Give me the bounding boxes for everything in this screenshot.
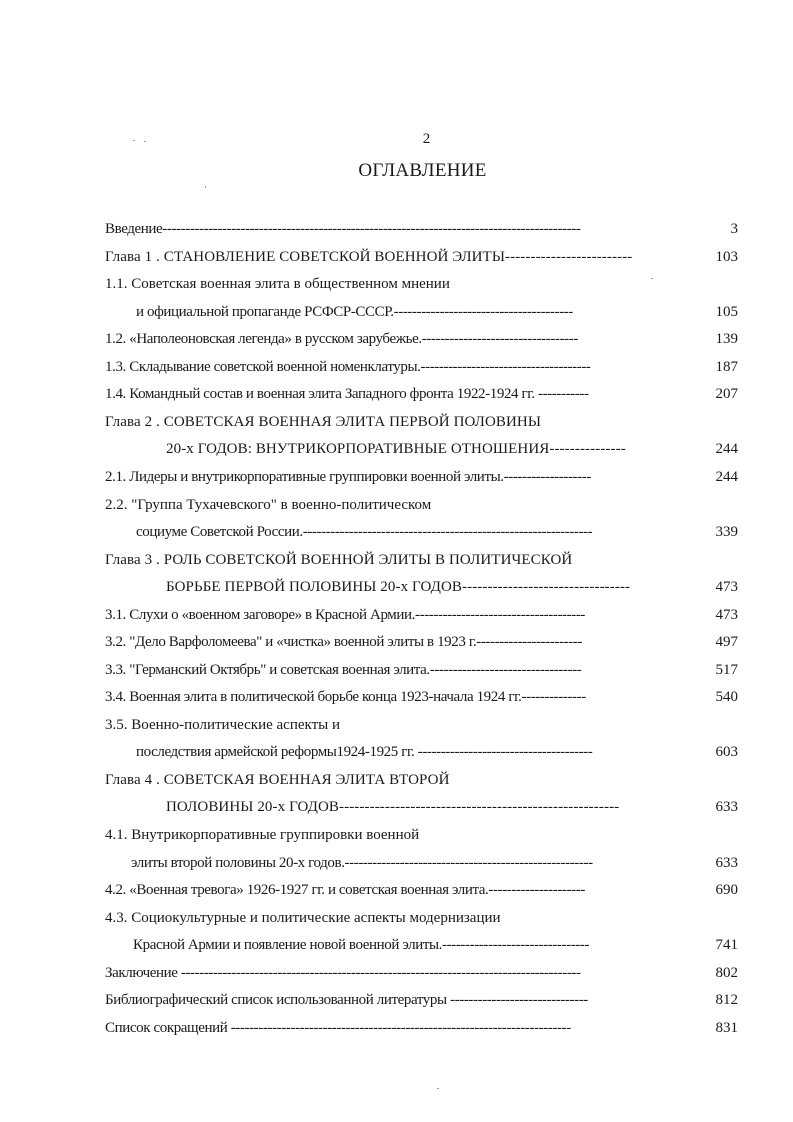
toc-entry: [0, 354, 793, 381]
toc-entry: [0, 657, 793, 684]
toc-entry-page: 633: [715, 855, 738, 871]
scan-speck: [437, 1088, 439, 1089]
toc-entry: [0, 794, 793, 821]
toc-entry-page: 802: [715, 965, 738, 981]
toc-entry-text: 3.4. Военная элита в политической борьбе конца 1923-начала 1924 гг.--------------: [105, 689, 586, 705]
toc-entry-text: 3.2. "Дело Варфоломеева" и «чистка» военной элиты в 1923 г.-----------------------: [105, 634, 582, 650]
toc-entry: [0, 574, 793, 601]
toc-entry: [0, 987, 793, 1014]
toc-entry-page: 633: [715, 799, 738, 815]
toc-entry: [0, 464, 793, 491]
toc-entry-page: 139: [715, 331, 738, 347]
toc-entry: [0, 271, 793, 298]
toc-entry: [0, 767, 793, 794]
scan-speck: [144, 141, 146, 142]
toc-entry-text: 3.5. Военно-политические аспекты и: [105, 717, 341, 733]
toc-entry-page: 497: [715, 634, 738, 650]
toc-entry: [0, 436, 793, 463]
toc-entry-text: Библиографический список использованной литературы ------------------------------: [105, 992, 588, 1008]
toc-entry: [0, 326, 793, 353]
toc-entry-text: 1.1. Советская военная элита в общественном мнении: [105, 276, 450, 292]
toc-entry-text: БОРЬБЕ ПЕРВОЙ ПОЛОВИНЫ 20-х ГОДОВ---------------------------------: [166, 579, 631, 595]
toc-entry: [0, 381, 793, 408]
toc-entry: [0, 547, 793, 574]
toc-entry-page: 207: [715, 386, 738, 402]
toc-entry-page: 339: [715, 524, 738, 540]
toc-entry-text: последствия армейской реформы1924-1925 гг. --------------------------------------: [136, 744, 593, 760]
toc-entry-text: Заключение ---------------------------------------------------------------------------------------: [105, 965, 581, 981]
page-number: 2: [422, 131, 431, 147]
toc-entry-text: 4.3. Социокультурные и политические аспекты модернизации: [105, 910, 501, 926]
toc-entry-text: Введение-------------------------------------------------------------------------------------------: [105, 221, 581, 237]
toc-entry-page: 812: [715, 992, 738, 1008]
scan-speck: [651, 278, 653, 279]
toc-entry: [0, 492, 793, 519]
toc-entry: [0, 244, 793, 271]
toc-entry-page: 831: [715, 1020, 738, 1036]
toc-entry: [0, 822, 793, 849]
toc-entry-page: 105: [715, 304, 738, 320]
toc-entry-text: и официальной пропаганде РСФСР-СССР.---------------------------------------: [136, 304, 573, 320]
scan-speck: [133, 140, 135, 141]
toc-entry-page: 741: [715, 937, 738, 953]
toc-entry: [0, 712, 793, 739]
toc-entry-page: 473: [715, 579, 738, 595]
toc-entry: [0, 409, 793, 436]
toc-entry-text: 3.1. Слухи о «военном заговоре» в Красной Армии.-------------------------------------: [105, 607, 586, 623]
toc-entry: [0, 932, 793, 959]
toc-entry-text: 4.1. Внутрикорпоративные группировки военной: [105, 827, 420, 843]
toc-entry-page: 690: [715, 882, 738, 898]
toc-entry-page: 187: [715, 359, 738, 375]
toc-entry-text: Красной Армии и появление новой военной элиты.--------------------------------: [133, 937, 590, 953]
page-title: ОГЛАВЛЕНИЕ: [358, 160, 487, 181]
toc-entry-text: Глава 3 . РОЛЬ СОВЕТСКОЙ ВОЕННОЙ ЭЛИТЫ В ПОЛИТИЧЕСКОЙ: [105, 552, 573, 568]
toc-entry: [0, 602, 793, 629]
toc-entry-page: 540: [715, 689, 738, 705]
toc-entry-page: 103: [715, 249, 738, 265]
toc-entry-text: Глава 4 . СОВЕТСКАЯ ВОЕННАЯ ЭЛИТА ВТОРОЙ: [105, 772, 450, 788]
toc-entry-text: 4.2. «Военная тревога» 1926-1927 гг. и советская военная элита.---------------------: [105, 882, 585, 898]
toc-entry-page: 244: [715, 441, 738, 457]
toc-entry-text: 1.2. «Наполеоновская легенда» в русском зарубежье.----------------------------------: [105, 331, 578, 347]
toc-entry-page: 473: [715, 607, 738, 623]
toc-entry: [0, 684, 793, 711]
toc-entry-text: Глава 1 . СТАНОВЛЕНИЕ СОВЕТСКОЙ ВОЕННОЙ ЭЛИТЫ-------------------------: [105, 249, 633, 265]
toc-entry-text: 1.4. Командный состав и военная элита Западного фронта 1922-1924 гг. -----------: [105, 386, 589, 402]
toc-entry-text: ПОЛОВИНЫ 20-х ГОДОВ-------------------------------------------------------: [166, 799, 620, 815]
toc-entry-page: 517: [715, 662, 738, 678]
toc-entry-page: 603: [715, 744, 738, 760]
toc-entry: [0, 739, 793, 766]
toc-entry-text: 2.1. Лидеры и внутрикорпоративные группировки военной элиты.-------------------: [105, 469, 591, 485]
toc-entry-text: 3.3. "Германский Октябрь" и советская военная элита.---------------------------------: [105, 662, 582, 678]
toc-entry-text: 1.3. Складывание советской военной номенклатуры.-------------------------------------: [105, 359, 591, 375]
toc-entry: [0, 1015, 793, 1042]
toc-entry: [0, 877, 793, 904]
toc-entry: [0, 960, 793, 987]
toc-entry: [0, 850, 793, 877]
scan-speck: [205, 186, 206, 188]
toc-entry: [0, 216, 793, 243]
toc-entry-text: 20-х ГОДОВ: ВНУТРИКОРПОРАТИВНЫЕ ОТНОШЕНИЯ---------------: [166, 441, 626, 457]
toc-entry-page: 244: [715, 469, 738, 485]
toc-entry-text: элиты второй половины 20-х годов.------------------------------------------------------: [131, 855, 593, 871]
toc-entry: [0, 299, 793, 326]
toc-entry: [0, 629, 793, 656]
toc-entry-text: 2.2. "Группа Тухачевского" в военно-политическом: [105, 497, 432, 513]
toc-entry: [0, 519, 793, 546]
toc-entry: [0, 905, 793, 932]
toc-entry-text: социуме Советской России.---------------------------------------------------------------: [136, 524, 593, 540]
toc-entry-text: Список сокращений --------------------------------------------------------------------------: [105, 1020, 571, 1036]
toc-entry-text: Глава 2 . СОВЕТСКАЯ ВОЕННАЯ ЭЛИТА ПЕРВОЙ ПОЛОВИНЫ: [105, 414, 542, 430]
toc-entry-page: 3: [730, 221, 738, 237]
